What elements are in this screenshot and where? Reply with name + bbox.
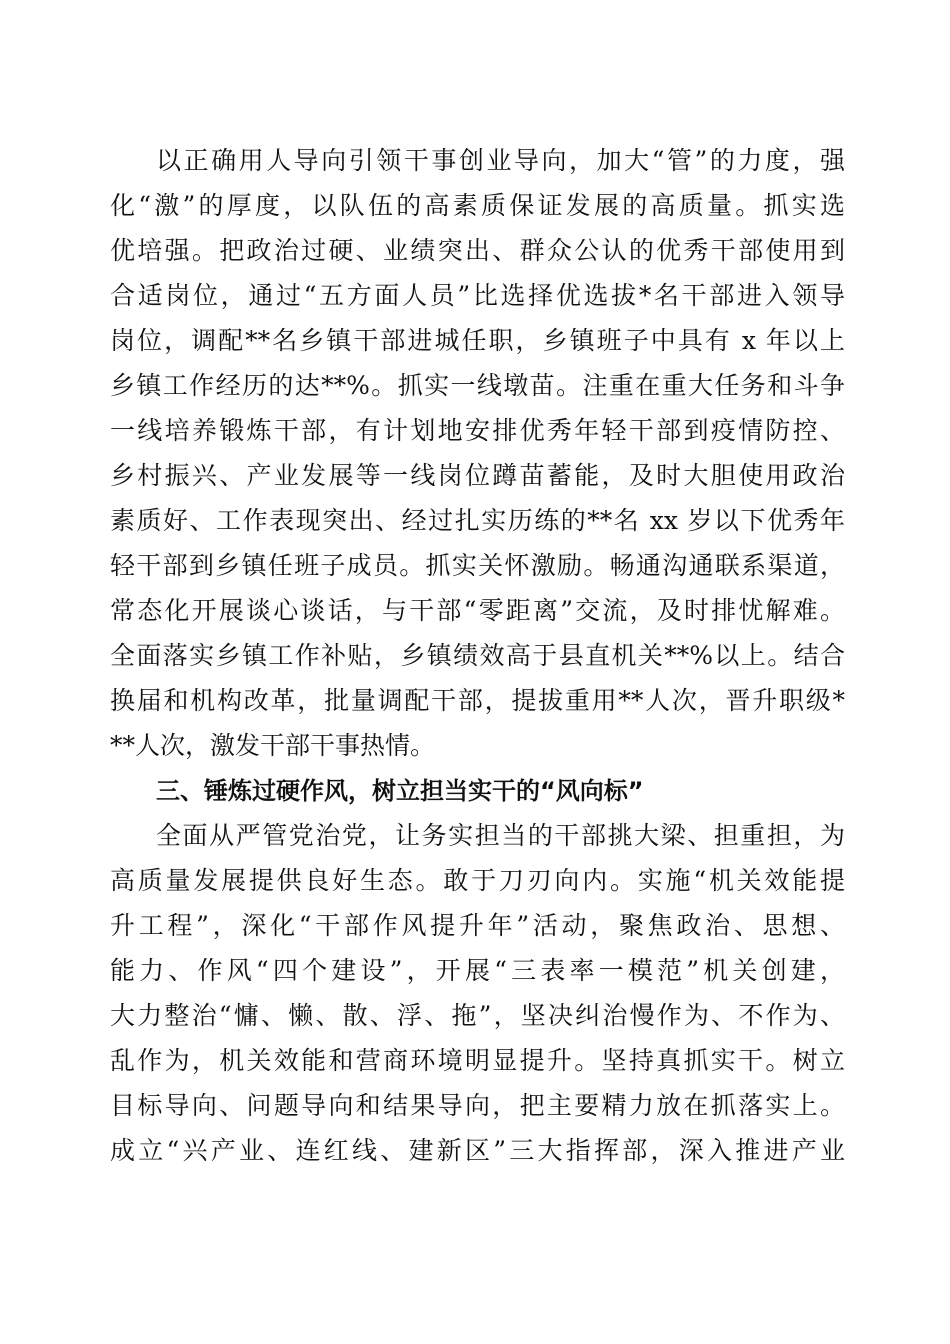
text-line: 乡村振兴、产业发展等一线岗位蹲苗蓄能，及时大胆使用政治 [110, 461, 845, 490]
text-line: 升工程”，深化“干部作风提升年”活动，聚焦政治、思想、 [110, 911, 845, 940]
text-line: 岗位，调配**名乡镇干部进城任职，乡镇班子中具有 x 年以上 [110, 326, 845, 355]
text-line: 全面落实乡镇工作补贴，乡镇绩效高于县直机关**%以上。结合 [110, 641, 845, 670]
text-line: 素质好、工作表现突出、经过扎实历练的**名 xx 岁以下优秀年 [110, 506, 845, 535]
text-line: 以正确用人导向引领干事创业导向，加大“管”的力度，强 [156, 146, 845, 175]
text-line: 成立“兴产业、连红线、建新区”三大指挥部，深入推进产业 [110, 1136, 845, 1165]
text-line: 能力、作风“四个建设”，开展“三表率一模范”机关创建， [110, 956, 845, 985]
section-heading: 三、锤炼过硬作风，树立担当实干的“风向标” [156, 777, 644, 805]
text-line: 化“激”的厚度，以队伍的高素质保证发展的高质量。抓实选 [110, 191, 845, 220]
text-line: 合适岗位，通过“五方面人员”比选择优选拔*名干部进入领导 [110, 281, 845, 310]
text-line: 乡镇工作经历的达**%。抓实一线墩苗。注重在重大任务和斗争 [110, 371, 845, 400]
text-line: 大力整治“慵、懒、散、浮、拖”，坚决纠治慢作为、不作为、 [110, 1001, 845, 1030]
text-line: **人次，激发干部干事热情。 [110, 731, 436, 760]
text-line: 换届和机构改革，批量调配干部，提拔重用**人次，晋升职级* [110, 686, 845, 715]
text-line: 常态化开展谈心谈话，与干部“零距离”交流，及时排忧解难。 [110, 596, 845, 625]
text-line: 轻干部到乡镇任班子成员。抓实关怀激励。畅通沟通联系渠道， [110, 551, 845, 580]
text-line: 高质量发展提供良好生态。敢于刀刃向内。实施“机关效能提 [110, 866, 845, 895]
text-line: 全面从严管党治党，让务实担当的干部挑大梁、担重担，为 [156, 821, 845, 850]
text-line: 一线培养锻炼干部，有计划地安排优秀年轻干部到疫情防控、 [110, 416, 845, 445]
text-line: 目标导向、问题导向和结果导向，把主要精力放在抓落实上。 [110, 1091, 845, 1120]
text-line: 乱作为，机关效能和营商环境明显提升。坚持真抓实干。树立 [110, 1046, 845, 1075]
text-line: 优培强。把政治过硬、业绩突出、群众公认的优秀干部使用到 [110, 236, 845, 265]
